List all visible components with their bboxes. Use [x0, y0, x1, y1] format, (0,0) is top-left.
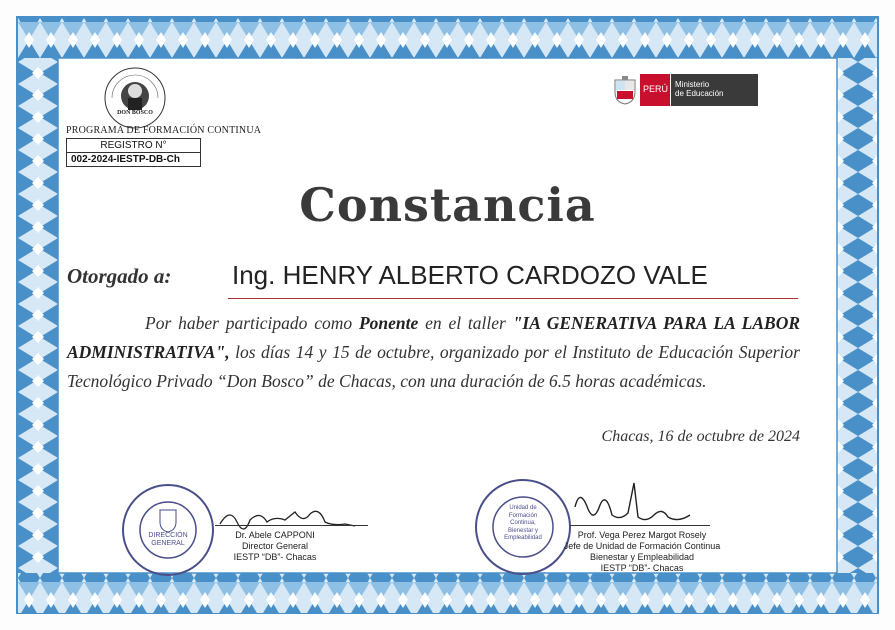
seal1-center-text: DIRECCIÓN GENERAL — [148, 532, 188, 547]
registro-box — [66, 138, 201, 167]
registro-label: REGISTRO N° — [67, 139, 200, 153]
body-part-1: Por haber participado como — [145, 313, 359, 333]
registro-value: 002-2024-IESTP-DB-Ch — [71, 154, 180, 165]
ministry-dark-block — [671, 74, 758, 106]
signature-1-scribble — [215, 502, 360, 532]
signature-1-org: IESTP “DB”- Chacas — [233, 552, 317, 562]
seal2-line-2: Formación — [508, 512, 538, 519]
ministry-name-1: Ministerio — [675, 80, 710, 89]
ministry-name-2: de Educación — [675, 89, 724, 98]
name-underline — [228, 298, 798, 299]
body-part-2: en el taller — [418, 313, 513, 333]
seal2-line-3: Continua, — [510, 520, 536, 526]
signature-2-role: Jefe de Unidad de Formación Continua — [563, 541, 721, 551]
certificate-title: Constancia — [299, 178, 596, 232]
signature-2-line — [570, 525, 710, 526]
seal2-center-text — [497, 505, 549, 543]
program-name: PROGRAMA DE FORMACIÓN CONTINUA — [66, 125, 262, 136]
recipient-name: Ing. HENRY ALBERTO CARDOZO VALE — [232, 260, 708, 290]
signature-2-scribble — [570, 477, 695, 532]
signature-1-role: Director General — [241, 541, 309, 551]
signature-2-name: Prof. Vega Perez Margot Rosely — [577, 530, 707, 540]
signature-1-line — [215, 525, 368, 526]
signature-1-block — [200, 530, 350, 563]
signature-2-org: IESTP “DB”- Chacas — [600, 563, 684, 573]
seal2-line-5: Empleabilidad — [504, 535, 542, 541]
ministry-logo — [610, 74, 758, 106]
signature-2-role2: Bienestar y Empleabilidad — [589, 552, 695, 562]
signature-1-name: Dr. Abele CAPPONI — [235, 530, 315, 540]
ministry-red-block — [640, 74, 670, 106]
seal2-line-1: Unidad de — [509, 505, 537, 511]
workshop-name: "IA GENERATIVA PARA LA LABOR ADMINISTRATIVA", — [67, 313, 801, 362]
peru-shield-icon — [610, 74, 640, 106]
logo-caption: DON BOSCO — [117, 110, 153, 116]
seal2-line-4: Bienestar y — [507, 527, 538, 534]
body-part-3: los días 14 y 15 de octubre, organizado por el Instituto de Educación Superior Tecnológico Privado “Don Bosco” de Chacas, con una duración de 6.5 horas académicas. — [67, 342, 800, 391]
role-text: Ponente — [358, 313, 419, 333]
place-date: Chacas, 16 de octubre de 2024 — [601, 428, 800, 445]
signature-2-block — [552, 530, 732, 574]
ministry-peru-label: PERÚ — [643, 84, 669, 94]
otorgado-label: Otorgado a: — [67, 264, 172, 288]
certificate-body — [67, 309, 800, 396]
